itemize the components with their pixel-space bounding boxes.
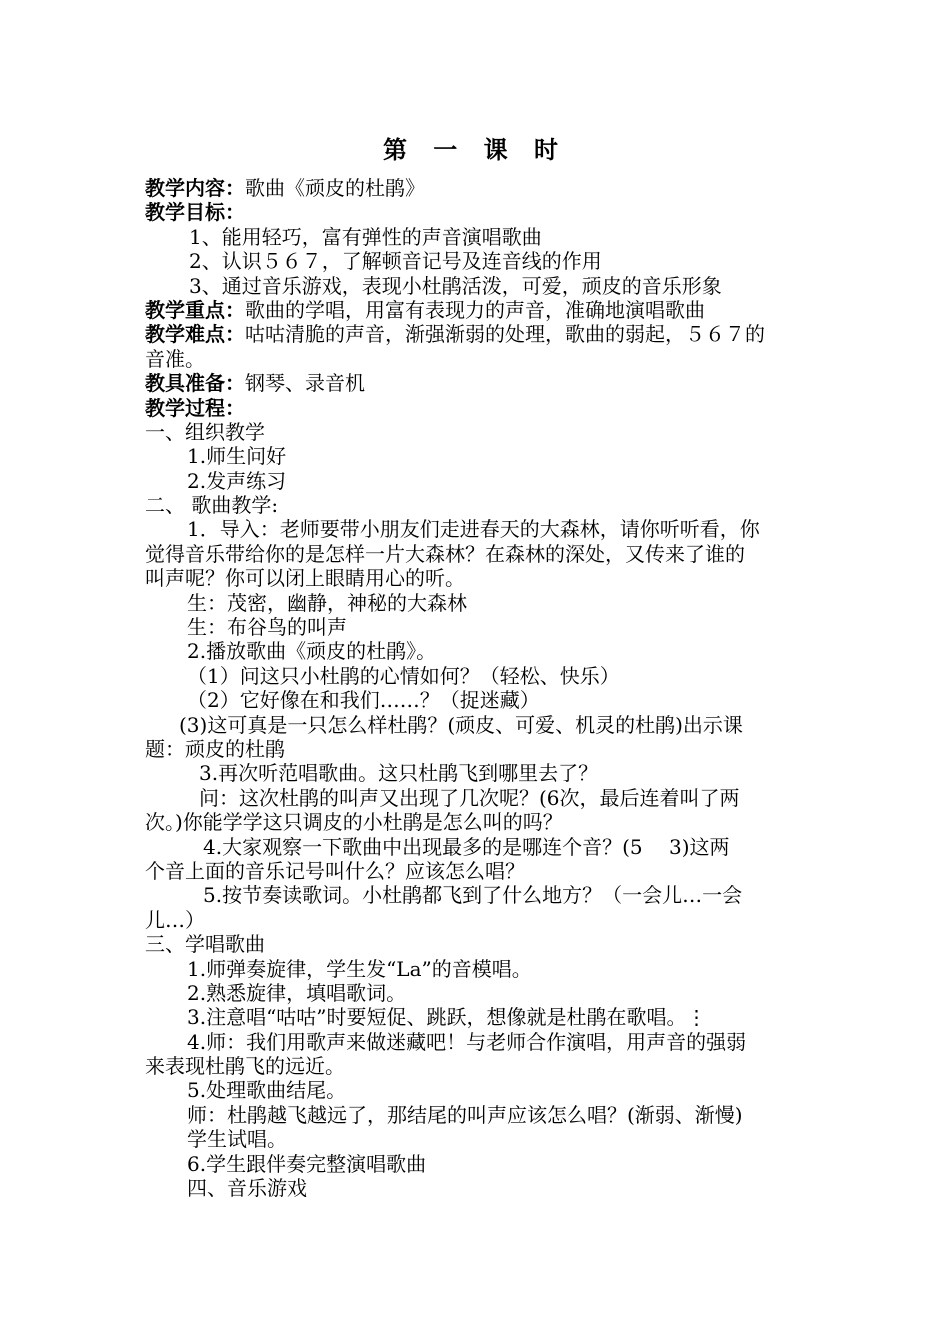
section-heading: 四、音乐游戏 xyxy=(187,1176,307,1201)
paragraph-line: 生：布谷鸟的叫声 xyxy=(187,615,347,640)
process-line xyxy=(145,396,810,420)
tools-line xyxy=(145,371,810,395)
paragraph-line: 1．导入：老师要带小朋友们走进春天的大森林，请你听听看，你 xyxy=(187,517,760,542)
page-title: 第 一 课 时 xyxy=(382,136,568,164)
list-item: 5.处理歌曲结尾。 xyxy=(187,1078,347,1103)
paragraph-line: 个音上面的音乐记号叫什么？应该怎么唱？ xyxy=(145,858,525,883)
list-item: 2.熟悉旋律，填唱歌词。 xyxy=(187,980,407,1005)
difficulty-line xyxy=(145,322,810,346)
difficulty-text: 咕咕清脆的声音，渐强渐弱的处理，歌曲的弱起，５６７的 xyxy=(245,322,765,347)
list-item: 2.发声练习 xyxy=(187,468,287,493)
content-label: 教学内容： xyxy=(145,176,245,200)
tools-label: 教具准备： xyxy=(145,371,245,396)
paragraph-line: （1）问这只小杜鹃的心情如何？（轻松、快乐） xyxy=(187,663,620,688)
tools-text: 钢琴、录音机 xyxy=(245,371,365,396)
document-body xyxy=(145,176,810,1200)
difficulty-continuation: 音准。 xyxy=(145,346,205,371)
paragraph-line: 题：顽皮的杜鹃 xyxy=(145,736,285,761)
paragraph-line: 生：茂密，幽静，神秘的大森林 xyxy=(187,590,467,615)
section-heading: 三、学唱歌曲 xyxy=(145,932,265,957)
list-item: 1.师生问好 xyxy=(187,444,287,469)
process-label: 教学过程： xyxy=(145,395,245,420)
paragraph-line: 觉得音乐带给你的是怎样一片大森林？在森林的深处，又传来了谁的 xyxy=(145,541,745,566)
goal-item: 3、通过音乐游戏，表现小杜鹃活泼，可爱，顽皮的音乐形象 xyxy=(189,273,722,298)
paragraph-line: 2.播放歌曲《顽皮的杜鹃》。 xyxy=(187,639,437,664)
paragraph-line: 次。)你能学学这只调皮的小杜鹃是怎么叫的吗？ xyxy=(145,810,563,835)
list-item: 4.师：我们用歌声来做迷藏吧！与老师合作演唱，用声音的强弱 xyxy=(187,1029,747,1054)
goal-item: 2、认识５６７，了解顿音记号及连音线的作用 xyxy=(189,249,602,274)
list-item: 3.注意唱“咕咕”时要短促、跳跃，想像就是杜鹃在歌唱。⋮ xyxy=(187,1005,707,1030)
goals-line xyxy=(145,200,810,224)
key-point-line xyxy=(145,298,810,322)
paragraph-line: 叫声呢？你可以闭上眼睛用心的听。 xyxy=(145,566,465,591)
goal-item: 1、能用轻巧，富有弹性的声音演唱歌曲 xyxy=(189,224,542,249)
difficulty-label: 教学难点： xyxy=(145,322,245,347)
list-item: 1.师弹奏旋律，学生发“La”的音模唱。 xyxy=(187,956,532,981)
paragraph-line: 来表现杜鹃飞的远近。 xyxy=(145,1054,345,1079)
paragraph-line: 3.再次听范唱歌曲。这只杜鹃飞到哪里去了？ xyxy=(199,761,599,786)
content-line xyxy=(145,176,810,200)
key-point-label: 教学重点： xyxy=(145,297,245,322)
paragraph-line: 学生试唱。 xyxy=(187,1127,287,1152)
key-point-text: 歌曲的学唱，用富有表现力的声音，准确地演唱歌曲 xyxy=(245,297,705,322)
paragraph-line: （2）它好像在和我们……？（捉迷藏） xyxy=(187,688,540,713)
goals-label: 教学目标： xyxy=(145,200,245,225)
paragraph-line: 儿…） xyxy=(145,907,205,932)
list-item: 6.学生跟伴奏完整演唱歌曲 xyxy=(187,1151,427,1176)
content-text: 歌曲《顽皮的杜鹃》 xyxy=(245,176,425,200)
section-heading: 二、 歌曲教学: xyxy=(145,493,279,518)
section-heading: 一、组织教学 xyxy=(145,419,265,444)
paragraph-line: 问：这次杜鹃的叫声又出现了几次呢？(6次，最后连着叫了两 xyxy=(199,785,740,810)
paragraph-line: 师：杜鹃越飞越远了，那结尾的叫声应该怎么唱？(渐弱、渐慢) xyxy=(187,1102,743,1127)
paragraph-line: 5.按节奏读歌词。小杜鹃都飞到了什么地方？（一会儿…一会 xyxy=(203,883,743,908)
paragraph-line: 4.大家观察一下歌曲中出现最多的是哪连个音？(5 3)这两 xyxy=(203,834,730,859)
paragraph-line: (3)这可真是一只怎么样杜鹃？(顽皮、可爱、机灵的杜鹃)出示课 xyxy=(179,712,743,737)
